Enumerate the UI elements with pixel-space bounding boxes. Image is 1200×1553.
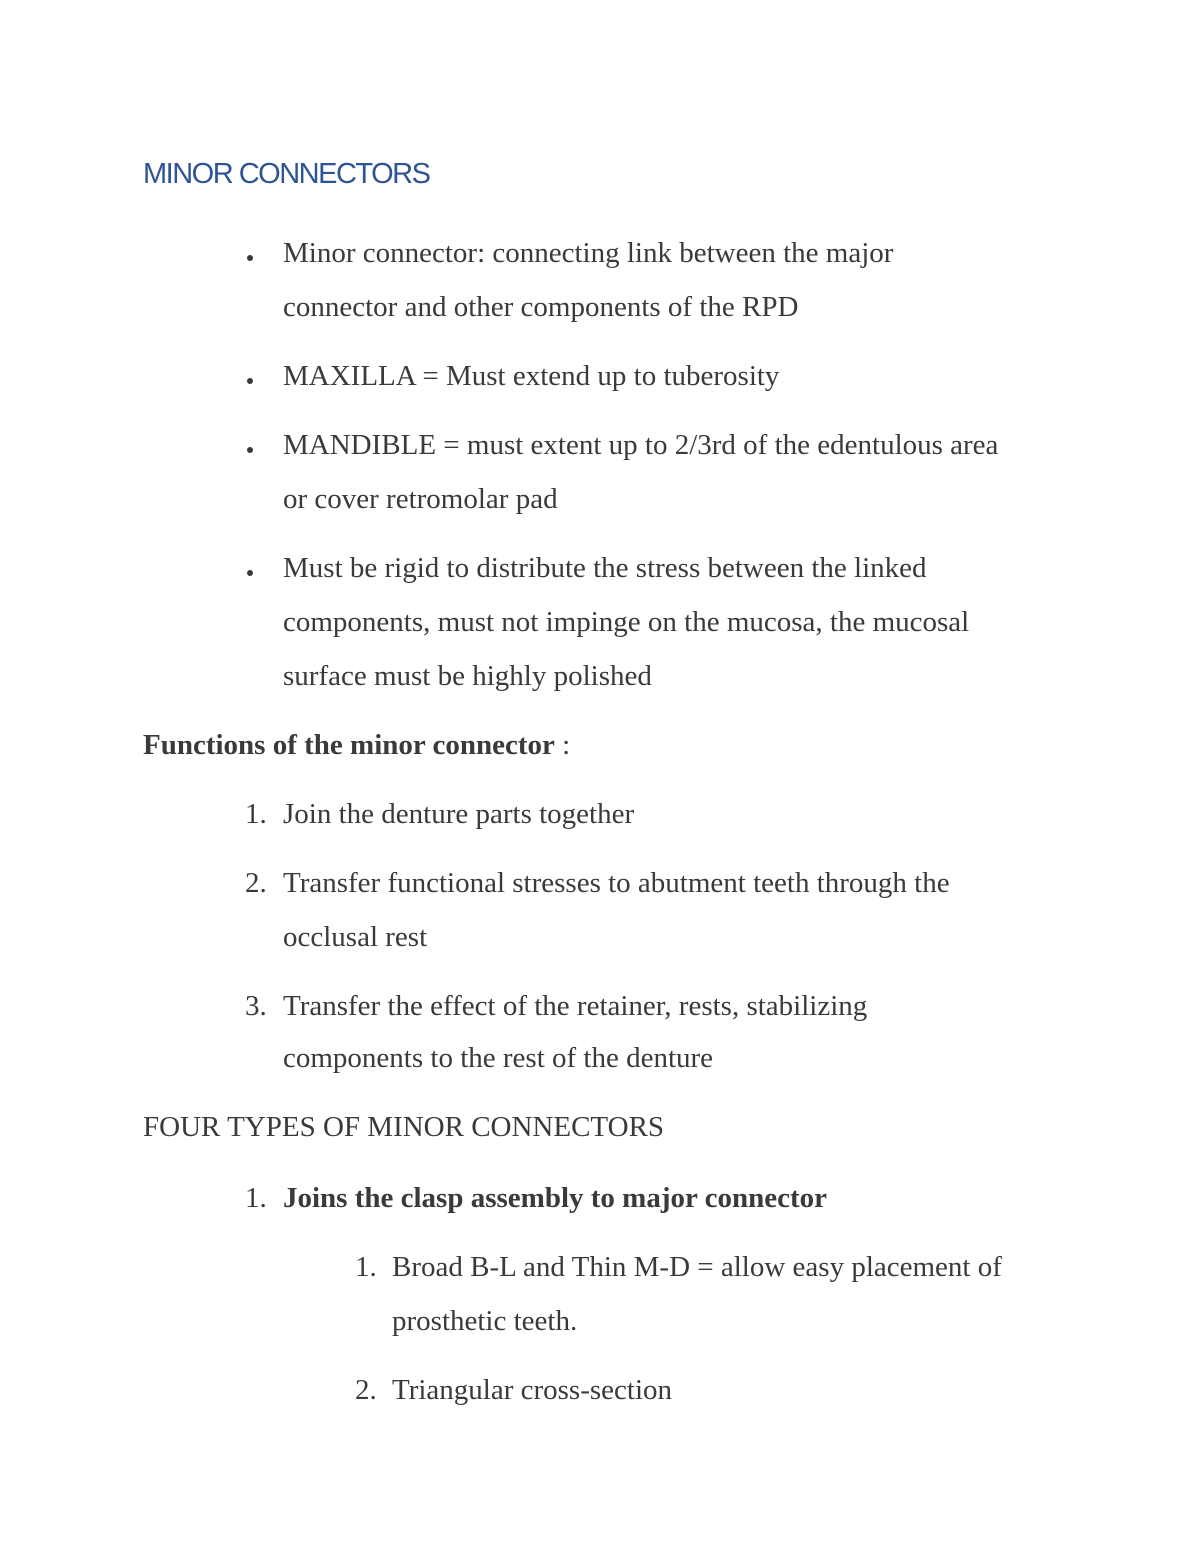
page-title: MINOR CONNECTORS [143, 158, 430, 190]
bullet-marker [247, 378, 253, 384]
list-number: 1. [245, 798, 267, 830]
types-heading: FOUR TYPES OF MINOR CONNECTORS [143, 1111, 665, 1143]
bullet-text: Must be rigid to distribute the stress between the linked [283, 552, 927, 584]
bullet-text: surface must be highly polished [283, 660, 652, 692]
functions-heading-suffix: : [554, 729, 571, 761]
functions-heading-text: Functions of the minor connector [143, 729, 555, 761]
bullet-marker [247, 570, 253, 576]
list-item-text: Join the denture parts together [283, 798, 635, 830]
list-number: 3. [245, 990, 267, 1022]
functions-heading [143, 725, 570, 765]
sublist-number: 1. [355, 1251, 377, 1283]
bullet-text: MANDIBLE = must extent up to 2/3rd of the edentulous area [283, 429, 999, 461]
bullet-text: connector and other components of the RPD [283, 291, 799, 323]
bullet-marker [247, 255, 253, 261]
list-item-text: Transfer the effect of the retainer, rests, stabilizing [283, 990, 868, 1022]
sublist-item-text: Triangular cross-section [392, 1374, 673, 1406]
sublist-number: 2. [355, 1374, 377, 1406]
bullet-text: components, must not impinge on the mucosa, the mucosal [283, 606, 970, 638]
type-label: Joins the clasp assembly to major connector [283, 1182, 827, 1214]
bullet-text: Minor connector: connecting link between the major [283, 237, 894, 269]
bullet-text: MAXILLA = Must extend up to tuberosity [283, 360, 780, 392]
bullet-marker [247, 447, 253, 453]
sublist-item-text: prosthetic teeth. [392, 1305, 578, 1337]
sublist-item-text: Broad B-L and Thin M-D = allow easy placement of [392, 1251, 1002, 1283]
bullet-text: or cover retromolar pad [283, 483, 558, 515]
list-number: 2. [245, 867, 267, 899]
list-number: 1. [245, 1182, 267, 1214]
list-item-text: occlusal rest [283, 921, 428, 953]
list-item-text: Transfer functional stresses to abutment teeth through the [283, 867, 950, 899]
list-item-text: components to the rest of the denture [283, 1042, 714, 1074]
